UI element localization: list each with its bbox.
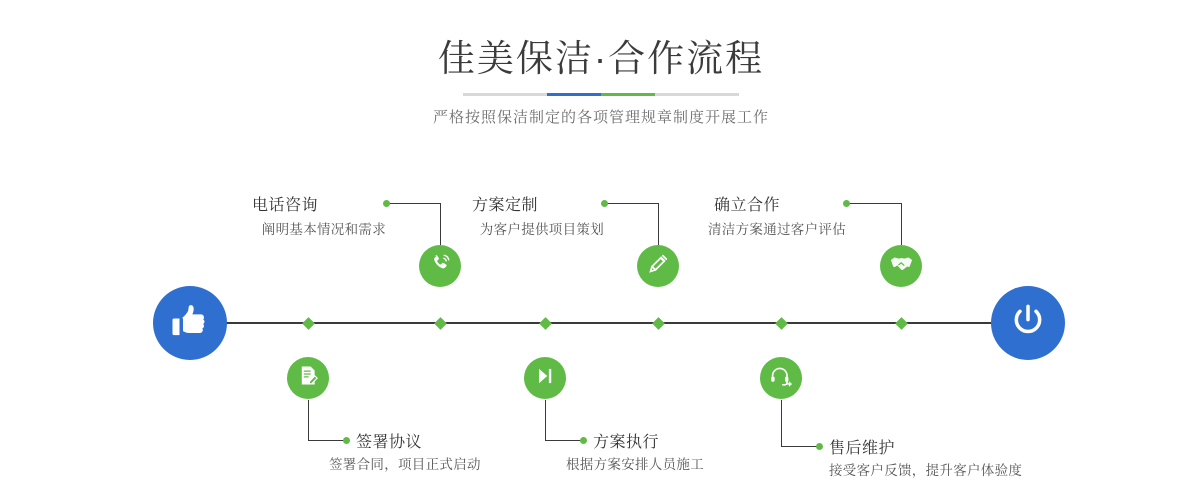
step-icon-4[interactable] — [524, 357, 566, 399]
step-desc-3: 为客户提供项目策划 — [479, 222, 604, 237]
step-desc-4: 根据方案安排人员施工 — [566, 457, 704, 472]
phone-ring-icon — [428, 252, 452, 281]
step-desc-5: 清洁方案通过客户评估 — [708, 222, 846, 237]
timeline-node-dot-4 — [539, 317, 552, 330]
step-desc-1: 阐明基本情况和需求 — [261, 222, 386, 237]
divider-segment-gray-right — [655, 93, 739, 96]
step-leader-vertical-4 — [545, 400, 546, 440]
step-icon-2[interactable] — [287, 357, 329, 399]
step-leader-horizontal-6 — [781, 446, 819, 447]
step-leader-horizontal-3 — [604, 203, 659, 204]
page-subtitle: 严格按照保洁制定的各项管理规章制度开展工作 — [432, 109, 769, 126]
step-label-5: 确立合作 — [713, 197, 780, 214]
step-label-2: 签署协议 — [356, 434, 423, 451]
step-label-6: 售后维护 — [829, 440, 896, 457]
step-leader-horizontal-2 — [308, 440, 346, 441]
step-leader-dot-1 — [383, 200, 390, 207]
title-divider — [463, 93, 739, 96]
document-edit-icon — [297, 364, 320, 392]
step-leader-dot-2 — [343, 437, 350, 444]
step-leader-vertical-1 — [440, 203, 441, 245]
step-leader-horizontal-1 — [386, 203, 441, 204]
page-title: 佳美保洁·合作流程 — [437, 38, 765, 79]
timeline-node-dot-6 — [775, 317, 788, 330]
divider-segment-blue — [547, 93, 601, 96]
divider-segment-gray-left — [463, 93, 547, 96]
step-icon-5[interactable] — [880, 245, 922, 287]
step-label-4: 方案执行 — [593, 434, 660, 451]
step-icon-6[interactable] — [760, 357, 802, 399]
pen-ruler-icon — [646, 252, 670, 281]
timeline-node-dot-3 — [652, 317, 665, 330]
handshake-icon — [889, 251, 914, 281]
timeline-node-dot-5 — [895, 317, 908, 330]
step-icon-1[interactable] — [419, 245, 461, 287]
step-label-3: 方案定制 — [471, 197, 538, 214]
step-leader-vertical-2 — [308, 400, 309, 440]
timeline-end-badge — [991, 286, 1065, 360]
step-leader-vertical-3 — [658, 203, 659, 245]
headset-support-icon — [769, 364, 793, 393]
step-desc-6: 接受客户反馈，提升客户体验度 — [829, 463, 1023, 478]
step-leader-horizontal-5 — [846, 203, 902, 204]
play-skip-icon — [534, 365, 556, 392]
step-leader-dot-5 — [843, 200, 850, 207]
timeline-node-dot-2 — [302, 317, 315, 330]
step-leader-vertical-6 — [781, 400, 782, 446]
divider-segment-green — [601, 93, 655, 96]
timeline-start-badge — [153, 286, 227, 360]
step-leader-vertical-5 — [901, 203, 902, 245]
step-label-1: 电话咨询 — [251, 197, 318, 214]
thumbs-up-icon — [170, 301, 210, 346]
step-icon-3[interactable] — [637, 245, 679, 287]
timeline-node-dot-1 — [434, 317, 447, 330]
step-leader-dot-6 — [816, 443, 823, 450]
power-icon — [1008, 301, 1048, 346]
step-leader-dot-3 — [601, 200, 608, 207]
step-desc-2: 签署合同，项目正式启动 — [329, 457, 481, 472]
step-leader-dot-4 — [580, 437, 587, 444]
step-leader-horizontal-4 — [545, 440, 583, 441]
